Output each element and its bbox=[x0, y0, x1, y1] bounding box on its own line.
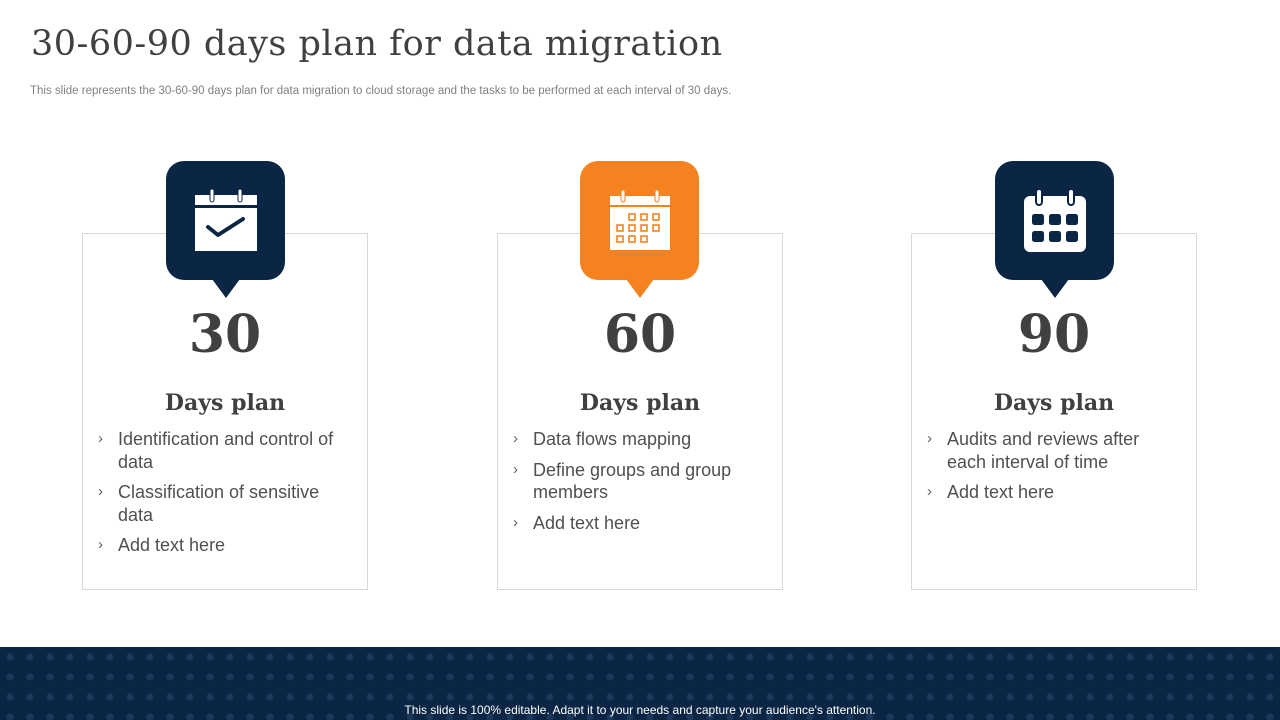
plan-heading: Days plan bbox=[993, 390, 1115, 416]
plan-items bbox=[513, 428, 762, 542]
calendar-check-icon bbox=[193, 189, 259, 253]
plan-heading: Days plan bbox=[579, 390, 701, 416]
chevron-right-icon: › bbox=[513, 513, 518, 531]
calendar-filled-icon bbox=[1023, 189, 1087, 253]
plan-heading: Days plan bbox=[164, 390, 286, 416]
chevron-right-icon: › bbox=[927, 430, 932, 447]
chevron-right-icon: › bbox=[513, 430, 518, 447]
chevron-right-icon: › bbox=[98, 483, 103, 500]
plan-number: 30 bbox=[188, 304, 262, 365]
list-item: › Data flows mapping bbox=[513, 429, 692, 449]
list-item: › Audits and reviews after each interval of time bbox=[927, 429, 1140, 472]
plan-items bbox=[927, 428, 1176, 512]
calendar-badge-90 bbox=[995, 161, 1114, 280]
slide-subtitle: This slide represents the 30-60-90 days plan for data migration to cloud storage and the tasks to be performed at each interval of 30 days. bbox=[30, 85, 732, 97]
plan-number: 60 bbox=[603, 304, 677, 365]
plan-items bbox=[98, 428, 347, 565]
calendar-badge-60 bbox=[580, 161, 699, 280]
list-item: › Identification and control of data bbox=[98, 429, 334, 472]
footer-text: This slide is 100% editable. Adapt it to your needs and capture your audience's attention. bbox=[404, 703, 876, 717]
calendar-badge-30 bbox=[166, 161, 285, 280]
list-item: › Classification of sensitive data bbox=[98, 482, 320, 525]
slide-title: 30-60-90 days plan for data migration bbox=[31, 24, 723, 64]
chevron-right-icon: › bbox=[927, 483, 932, 500]
chevron-right-icon: › bbox=[98, 536, 103, 553]
list-item: › Add text here bbox=[513, 512, 641, 533]
list-item: › Add text here bbox=[98, 535, 226, 555]
footer-bar bbox=[0, 647, 1280, 720]
chevron-right-icon: › bbox=[513, 460, 518, 478]
chevron-right-icon: › bbox=[98, 430, 103, 447]
list-item: › Add text here bbox=[927, 482, 1055, 502]
list-item: › Define groups and group members bbox=[513, 459, 732, 502]
calendar-grid-icon bbox=[608, 190, 672, 252]
plan-number: 90 bbox=[1017, 304, 1091, 365]
